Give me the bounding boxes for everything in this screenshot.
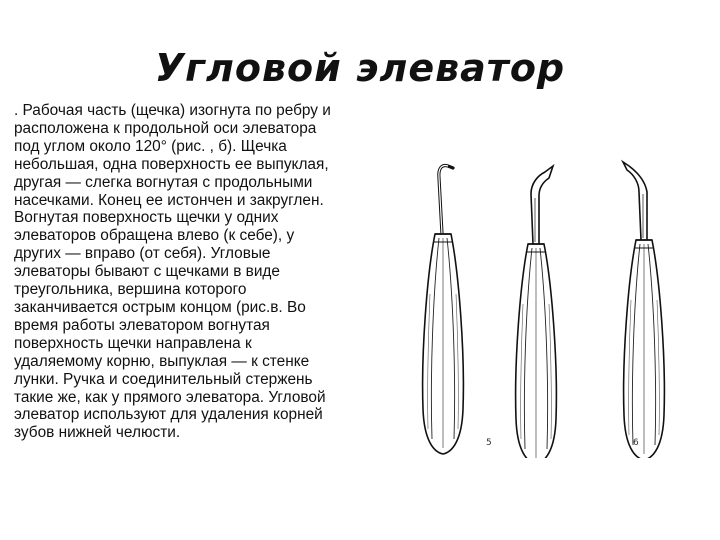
text-line: треугольника, вершина которого	[14, 281, 247, 299]
text-line: удаляемому корню, выпуклая — к стенке	[14, 352, 310, 370]
elevator-illustration	[415, 158, 710, 458]
text-line: зубов нижней челюсти.	[14, 424, 181, 442]
text-line: лунки. Ручка и соединительный стержень	[14, 370, 313, 388]
text-line: элеваторы бывают с щечками в виде	[14, 263, 280, 281]
body-text	[14, 102, 398, 442]
text-line: под углом около 120° (рис. , б). Щечка	[14, 137, 287, 155]
text-line: другая — слегка вогнутая с продольными	[14, 173, 313, 191]
text-line: поверхность щечки направлена к	[14, 334, 252, 352]
text-line: время работы элеватором вогнутая	[14, 316, 270, 334]
slide-title: Угловой элеватор	[154, 46, 566, 90]
elevator-drawing	[415, 158, 710, 458]
text-line: элеватор используют для удаления корней	[14, 406, 323, 424]
text-line: расположена к продольной оси элеватора	[14, 119, 317, 137]
text-line: элеваторов обращена влево (к себе), у	[14, 227, 295, 245]
text-line: . Рабочая часть (щечка) изогнута по ребру и	[14, 102, 331, 119]
elevator-instrument	[623, 162, 664, 458]
elevator-instrument	[423, 166, 464, 455]
elevator-instrument	[516, 166, 557, 458]
figure-label: 6	[633, 438, 639, 448]
text-line: небольшая, одна поверхность ее выпуклая,	[14, 155, 329, 173]
figure-label: 5	[486, 438, 492, 448]
text-line: заканчивается острым концом (рис.в. Во	[14, 298, 306, 316]
text-line: других — вправо (от себя). Угловые	[14, 245, 271, 263]
text-line: насечками. Конец ее истончен и закруглен.	[14, 191, 324, 209]
text-line: такие же, как у прямого элеватора. Угловой	[14, 388, 326, 406]
text-line: Вогнутая поверхность щечки у одних	[14, 209, 279, 227]
